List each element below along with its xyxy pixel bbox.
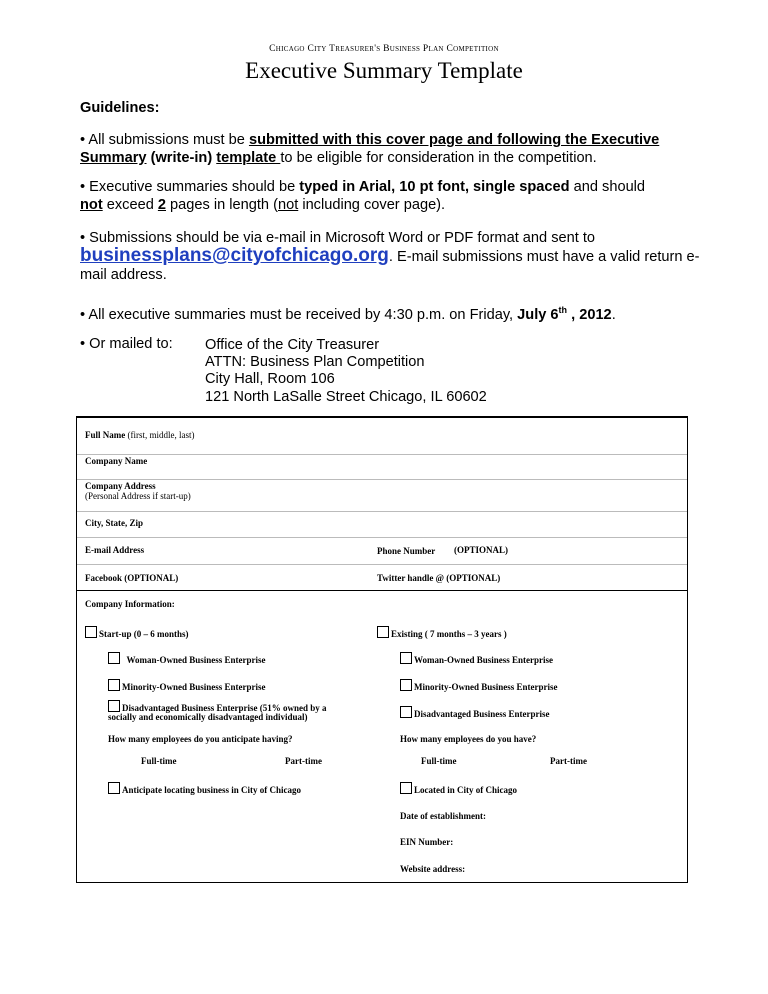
guideline-formatting: • Executive summaries should be typed in Arial, 10 pt font, single spaced and should not exceed 2 pages in length (not including cover page). xyxy=(80,179,646,213)
located-chicago-checkbox[interactable]: Located in City of Chicago xyxy=(400,782,517,795)
mail-address-line-2: ATTN: Business Plan Competition xyxy=(205,354,425,370)
company-info-heading: Company Information: xyxy=(85,599,175,609)
startup-checkbox[interactable]: Start-up (0 – 6 months) xyxy=(85,626,189,639)
checkbox-icon xyxy=(400,652,412,664)
guideline-submission: • Submissions should be via e-mail in Microsoft Word or PDF format and sent to businessplans@cityofchicago.org. E-mail submissions must have a valid return e- mail address. xyxy=(80,230,700,283)
mail-address-line-4: 121 North LaSalle Street Chicago, IL 60602 xyxy=(205,389,487,405)
checkbox-icon xyxy=(108,700,120,712)
guideline-deadline: • All executive summaries must be received by 4:30 p.m. on Friday, July 6th , 2012. xyxy=(80,305,616,323)
twitter-field[interactable]: Twitter handle @ (OPTIONAL) xyxy=(377,573,501,583)
full-time-left-field[interactable]: Full-time xyxy=(141,756,177,766)
disadvantaged-right-checkbox[interactable]: Disadvantaged Business Enterprise xyxy=(400,706,550,719)
woman-owned-left-checkbox[interactable]: Woman-Owned Business Enterprise xyxy=(108,652,266,665)
full-name-field[interactable]: Full Name (first, middle, last) xyxy=(85,430,195,440)
minority-owned-left-checkbox[interactable]: Minority-Owned Business Enterprise xyxy=(108,679,266,692)
company-address-note: (Personal Address if start-up) xyxy=(85,491,191,501)
checkbox-icon xyxy=(108,652,120,664)
registration-form xyxy=(76,416,688,883)
checkbox-icon xyxy=(400,782,412,794)
city-state-zip-field[interactable]: City, State, Zip xyxy=(85,518,144,528)
checkbox-icon xyxy=(400,706,412,718)
page-title: Executive Summary Template xyxy=(245,58,523,83)
company-address-field[interactable]: Company Address xyxy=(85,481,156,491)
existing-checkbox[interactable]: Existing ( 7 months – 3 years ) xyxy=(377,626,507,639)
disadvantaged-left-checkbox[interactable]: Disadvantaged Business Enterprise (51% owned by a xyxy=(108,700,327,713)
website-field[interactable]: Website address: xyxy=(400,864,466,874)
phone-field[interactable]: Phone Number xyxy=(377,546,436,556)
checkbox-icon xyxy=(85,626,97,638)
checkbox-icon xyxy=(377,626,389,638)
bullet: • xyxy=(80,132,89,148)
mail-address-line-1: Office of the City Treasurer xyxy=(205,337,380,353)
phone-optional-note: (OPTIONAL) xyxy=(454,545,508,555)
employees-anticipate-label: How many employees do you anticipate having? xyxy=(108,734,293,744)
competition-kicker: Chicago City Treasurer's Business Plan Competition xyxy=(269,44,499,54)
woman-owned-right-checkbox[interactable]: Woman-Owned Business Enterprise xyxy=(400,652,553,665)
guidelines-heading: Guidelines: xyxy=(80,100,160,116)
part-time-left-field[interactable]: Part-time xyxy=(285,756,322,766)
full-time-right-field[interactable]: Full-time xyxy=(421,756,457,766)
part-time-right-field[interactable]: Part-time xyxy=(550,756,587,766)
mail-label: • Or mailed to: xyxy=(80,336,173,352)
disadvantaged-left-note: socially and economically disadvantaged individual) xyxy=(108,712,308,722)
email-field[interactable]: E-mail Address xyxy=(85,545,145,555)
email-link[interactable]: businessplans@cityofchicago.org xyxy=(80,245,389,266)
facebook-field[interactable]: Facebook (OPTIONAL) xyxy=(85,573,179,583)
minority-owned-right-checkbox[interactable]: Minority-Owned Business Enterprise xyxy=(400,679,558,692)
company-name-field[interactable]: Company Name xyxy=(85,456,148,466)
guideline-cover-page: • All submissions must be submitted with this cover page and following the Executive Summary (write-in) template to be eligible for consideration in the competition. xyxy=(80,132,660,166)
checkbox-icon xyxy=(400,679,412,691)
checkbox-icon xyxy=(108,679,120,691)
checkbox-icon xyxy=(108,782,120,794)
employees-have-label: How many employees do you have? xyxy=(400,734,537,744)
date-established-field[interactable]: Date of establishment: xyxy=(400,811,486,821)
anticipate-chicago-checkbox[interactable]: Anticipate locating business in City of Chicago xyxy=(108,782,301,795)
ein-field[interactable]: EIN Number: xyxy=(400,837,454,847)
mail-address-line-3: City Hall, Room 106 xyxy=(205,371,335,387)
